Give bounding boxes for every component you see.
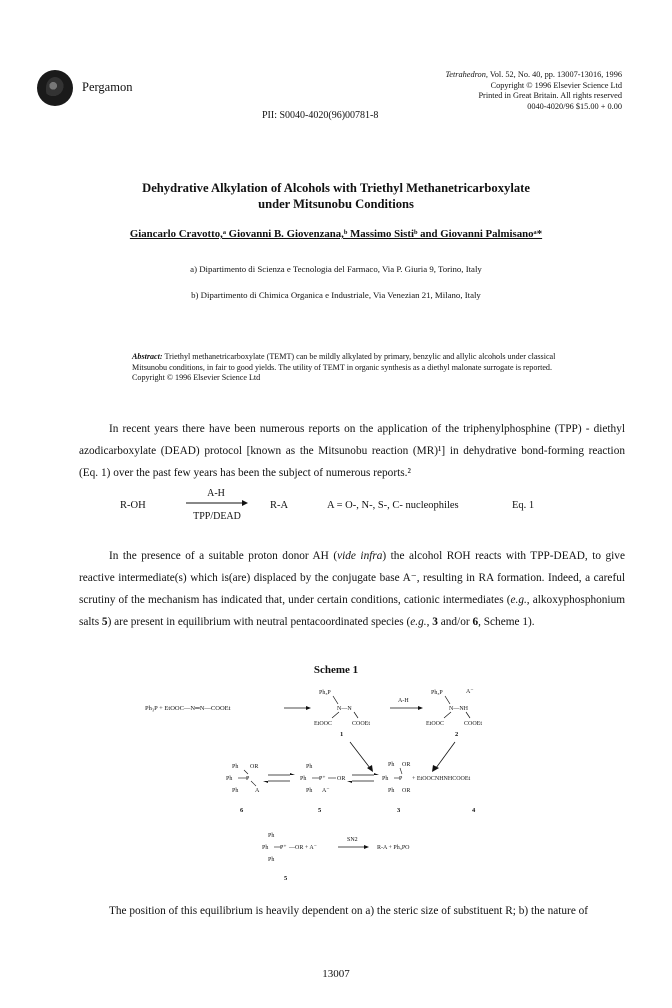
abstract (132, 352, 562, 384)
betaine-etooc: EtOOC (314, 721, 332, 727)
p2-part: , (426, 616, 433, 628)
journal-name: Tetrahedron, (445, 70, 488, 79)
scheme-1-diagram (0, 680, 672, 890)
copyright-line: Copyright © 1996 Elsevier Science Ltd (490, 80, 622, 90)
scheme-hydrazine: + EtOOCNHNHCOOEt (412, 776, 471, 782)
c5-ph-top: Ph (306, 764, 313, 770)
c3-or-bottom: OR (402, 788, 411, 794)
int2-a-minus: A⁻ (466, 689, 474, 695)
c6-or: OR (250, 764, 259, 770)
p2-part: ) the alcohol ROH reacts with TPP-DEAD, to give reactive intermediate(s) which is(are) displaced by the conjugate base A⁻, resulting in RA formation. Indeed, a careful scrutiny of the mechanism has indicated that, under certain conditions, cationic intermediates ( (79, 550, 625, 606)
p2-part: ) are present in equilibrium with neutral pentacoordinated species ( (107, 616, 411, 628)
eq-product: R-A (270, 500, 289, 511)
abstract-text: Triethyl methanetricarboxylate (TEMT) can be mildly alkylated by primary, benzylic and allylic alcohols under classical Mitsunobu conditions, in fair to good yields. The utility of TEMT in organic synthesis as a diethyl malonate surrogate is reported. (132, 352, 556, 372)
compound-6-label: 6 (240, 807, 244, 814)
scheme-sn2: SN2 (347, 837, 358, 843)
eq-reactant: R-OH (120, 500, 146, 511)
p2-eg: e.g. (410, 616, 427, 628)
c5b-ph-mid: Ph (262, 845, 269, 851)
printed-line: Printed in Great Britain. All rights reserved (478, 91, 622, 101)
c3-ph-top: Ph (388, 762, 395, 768)
betaine-ph3p: Ph₃P (319, 690, 331, 696)
tree-icon (46, 77, 64, 99)
scheme-final-products: R-A + Ph₃PO (377, 845, 410, 851)
c5-ph-mid: Ph (300, 776, 307, 782)
p2-vide-infra: vide infra (337, 550, 383, 562)
paragraph-2 (79, 545, 625, 633)
pii: PII: S0040-4020(96)00781-8 (262, 110, 379, 121)
c3-or-top: OR (402, 762, 411, 768)
int2-nnh: N—NH (449, 706, 468, 712)
affiliation-b: b) Dipartimento di Chimica Organica e Industriale, Via Venezian 21, Milano, Italy (191, 290, 481, 300)
authors: Giancarlo Cravotto,ᵃ Giovanni B. Giovenzana,ᵇ Massimo Sistiᵇ and Giovanni Palmisanoᵃ* (129, 228, 543, 240)
c3-ph-bottom: Ph (388, 788, 395, 794)
journal-info (445, 70, 622, 112)
c5-ph-bottom: Ph (306, 788, 313, 794)
title-line-2: under Mitsunobu Conditions (258, 197, 414, 211)
compound-3-label: 3 (397, 807, 401, 814)
compound-4-label: 4 (472, 807, 476, 814)
c6-ph-top: Ph (232, 764, 239, 770)
p2-part: In the presence of a suitable proton donor AH ( (109, 550, 338, 562)
publisher-name: Pergamon (82, 80, 133, 94)
c5b-p: P⁺ (280, 845, 287, 851)
compound-2-label: 2 (455, 731, 459, 738)
int2-cooet: COOEt (464, 721, 482, 727)
p2-part: , alkoxyphosphonium salts (79, 594, 626, 628)
paragraph-1-text: In recent years there have been numerous reports on the application of the triphenylphosphine (TPP) - diethyl azodicarboxylate (DEAD) protocol [known as the Mitsunobu reaction (MR)¹] in dehydrative bond-forming reaction (Eq. 1) over the past few years has been the subject of numerous reports.² (79, 423, 625, 479)
scheme-final-reactants: —OR + A⁻ (289, 845, 317, 851)
c5b-ph-bottom: Ph (268, 857, 275, 863)
p2-compound-ref: 3 (432, 616, 438, 628)
c6-p: P (246, 776, 250, 782)
compound-5-label: 5 (318, 807, 322, 814)
p2-compound-ref: 5 (101, 616, 108, 628)
paper-title (40, 180, 632, 212)
eq-below-arrow: TPP/DEAD (193, 511, 241, 522)
int2-ph3p: Ph₃P (431, 690, 443, 696)
paragraph-3 (79, 900, 625, 922)
compound-5b-label: 5 (284, 875, 288, 882)
scheme-title: Scheme 1 (313, 664, 359, 676)
p2-compound-ref: 6 (472, 616, 479, 628)
price-line: 0040-4020/96 $15.00 + 0.00 (527, 101, 622, 111)
eq-definition: A = O-, N-, S-, C- nucleophiles (327, 500, 459, 511)
c6-ph-bottom: Ph (232, 788, 239, 794)
betaine-cooet: COOEt (352, 721, 370, 727)
paragraph-1 (79, 418, 625, 484)
scheme-ah: A-H (398, 698, 409, 704)
abstract-label: Abstract: (132, 352, 163, 361)
eq-label: Eq. 1 (512, 500, 535, 511)
journal-ref: Vol. 52, No. 40, pp. 13007-13016, 1996 (487, 70, 622, 79)
paragraph-3-text: The position of this equilibrium is heavily dependent on a) the steric size of substituent R; b) the nature of (109, 905, 589, 917)
title-line-1: Dehydrative Alkylation of Alcohols with Triethyl Methanetricarboxylate (142, 181, 530, 195)
eq-arrow (186, 499, 248, 507)
compound-1-label: 1 (340, 731, 344, 738)
pergamon-logo (37, 70, 73, 106)
c6-ph-mid: Ph (226, 776, 233, 782)
abstract-copyright: Copyright © 1996 Elsevier Science Ltd (132, 373, 261, 382)
c5b-ph-top: Ph (268, 833, 275, 839)
eq-above-arrow: A-H (207, 488, 225, 499)
c5-p: P⁺ (319, 776, 326, 782)
p2-eg: e.g. (510, 594, 527, 606)
c6-a: A (255, 788, 260, 794)
scheme-reactants: Ph₃P + EtOOC—N═N—COOEt (145, 705, 231, 712)
page-number: 13007 (322, 968, 350, 980)
c3-ph-mid: Ph (382, 776, 389, 782)
c5-a-minus: A⁻ (322, 788, 330, 794)
int2-etooc: EtOOC (426, 721, 444, 727)
p2-part: and/or (437, 616, 473, 628)
c5-or: OR (337, 776, 346, 782)
betaine-nn: N—N (337, 706, 352, 712)
affiliation-a: a) Dipartimento di Scienza e Tecnologia del Farmaco, Via P. Giuria 9, Torino, Italy (190, 264, 482, 274)
p2-part: , Scheme 1). (478, 616, 535, 628)
c3-p: P (399, 776, 403, 782)
